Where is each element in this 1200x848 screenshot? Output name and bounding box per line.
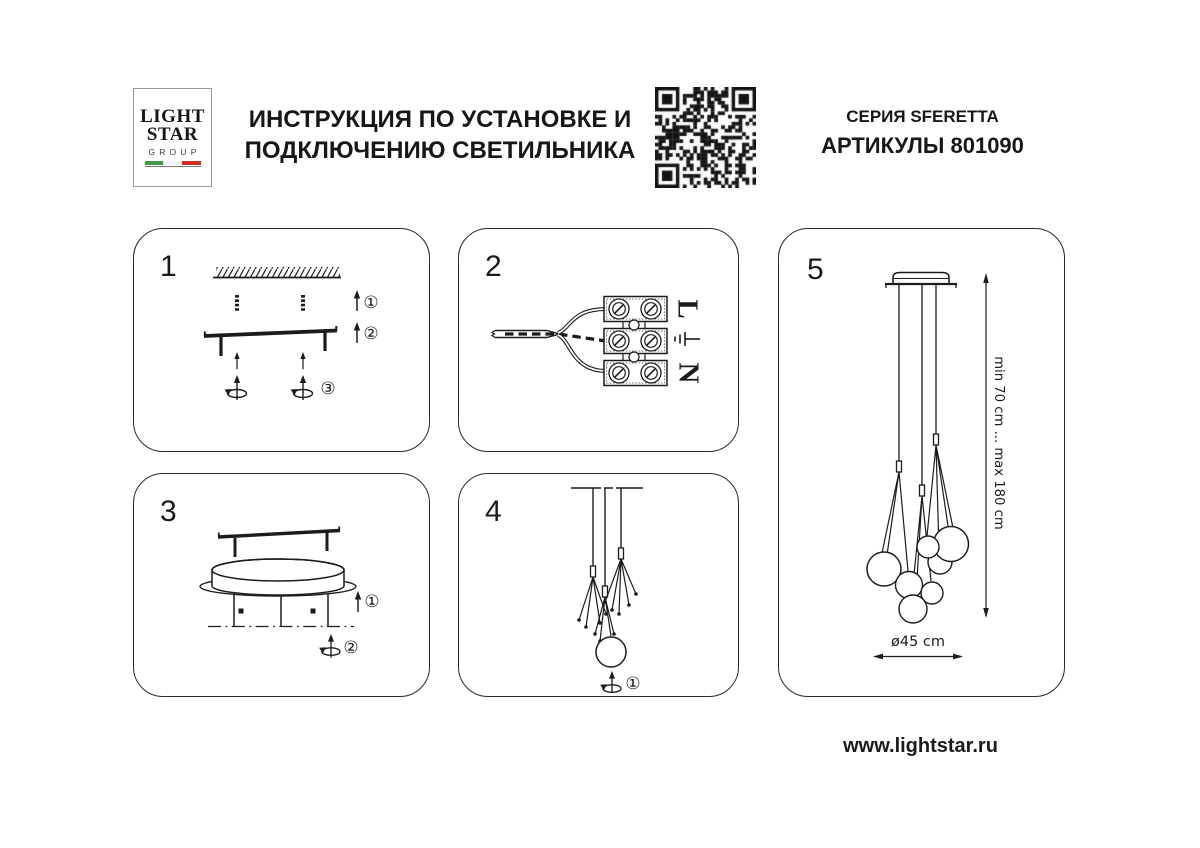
- terminal-block: [604, 297, 667, 386]
- step-number-1: 1: [160, 250, 177, 283]
- panel-step-3: [133, 473, 430, 697]
- mounting-bracket: [204, 326, 337, 356]
- step-number-4: 4: [485, 495, 502, 528]
- italian-flag-icon: [145, 161, 201, 167]
- screw-turn-icon: [291, 375, 313, 400]
- step-number-5: 5: [807, 253, 824, 286]
- screw-turn-icon: [600, 671, 621, 693]
- terminal-row-ground: [604, 329, 667, 354]
- arrow-up-icon: [354, 322, 360, 343]
- arrow-up-icon: [355, 591, 361, 612]
- ceiling-hatch: [213, 267, 341, 278]
- panel-step-1: [133, 228, 430, 452]
- wall-plugs: [237, 295, 303, 311]
- arrow-up-icon: [234, 352, 239, 369]
- step5-overview-diagram: [779, 229, 1061, 693]
- lightstar-logo: [133, 88, 212, 187]
- screw-turn-icon: [319, 634, 340, 658]
- step-badge-1: ①: [363, 293, 379, 313]
- logo-group: GROUP: [148, 147, 201, 157]
- step1-diagram: [134, 229, 426, 448]
- title-line-2: ПОДКЛЮЧЕНИЮ СВЕТИЛЬНИКА: [244, 137, 636, 164]
- title-line-1: ИНСТРУКЦИЯ ПО УСТАНОВКЕ И: [248, 106, 632, 133]
- panel-step-2: [458, 228, 739, 452]
- ceiling-canopy: [200, 559, 356, 596]
- height-range-label: min 70 cm ... max 180 cm: [991, 356, 1006, 530]
- step2-wiring-diagram: [459, 229, 735, 448]
- label-live: L: [671, 299, 704, 319]
- page-title: [240, 104, 640, 166]
- height-dimension: [983, 273, 1006, 618]
- step-badge-1: ①: [364, 592, 380, 612]
- wire-splays: [577, 559, 638, 643]
- logo-light: LIGHT: [140, 106, 205, 127]
- website-url: www.lightstar.ru: [843, 735, 998, 757]
- logo-star: STAR: [146, 124, 199, 145]
- step-number-2: 2: [485, 250, 502, 283]
- terminal-row-N: [604, 361, 667, 386]
- mounting-bracket: [218, 527, 340, 558]
- step-number-3: 3: [160, 495, 177, 528]
- step-badge-2: ②: [363, 324, 379, 344]
- panel-step-4: [458, 473, 739, 697]
- ground-symbol-icon: [675, 332, 700, 346]
- canopy-screws: [208, 594, 354, 627]
- step-badge-3: ③: [320, 379, 336, 399]
- step4-diagram: [459, 474, 735, 693]
- arrow-up-icon: [354, 290, 360, 311]
- step-badge-2: ②: [343, 638, 359, 658]
- qr-code: [655, 87, 756, 188]
- diameter-label: ø45 cm: [890, 634, 946, 650]
- diameter-dimension: [873, 634, 963, 659]
- article-number: АРТИКУЛЫ 801090: [821, 133, 1024, 158]
- arrow-up-icon: [300, 352, 305, 369]
- glass-sphere: [596, 637, 626, 667]
- supply-cable: [492, 309, 607, 371]
- panel-step-5: [778, 228, 1065, 697]
- step-badge-1: ①: [625, 674, 641, 693]
- label-neutral: N: [672, 362, 705, 384]
- ceiling-canopy: [885, 273, 957, 289]
- suspension-cords: [897, 285, 939, 496]
- suspension-cords: [571, 488, 643, 597]
- terminal-row-L: [604, 297, 667, 322]
- screw-turn-icon: [225, 375, 247, 400]
- step3-diagram: [134, 474, 426, 693]
- series-label: СЕРИЯ SFERETTA: [846, 107, 999, 126]
